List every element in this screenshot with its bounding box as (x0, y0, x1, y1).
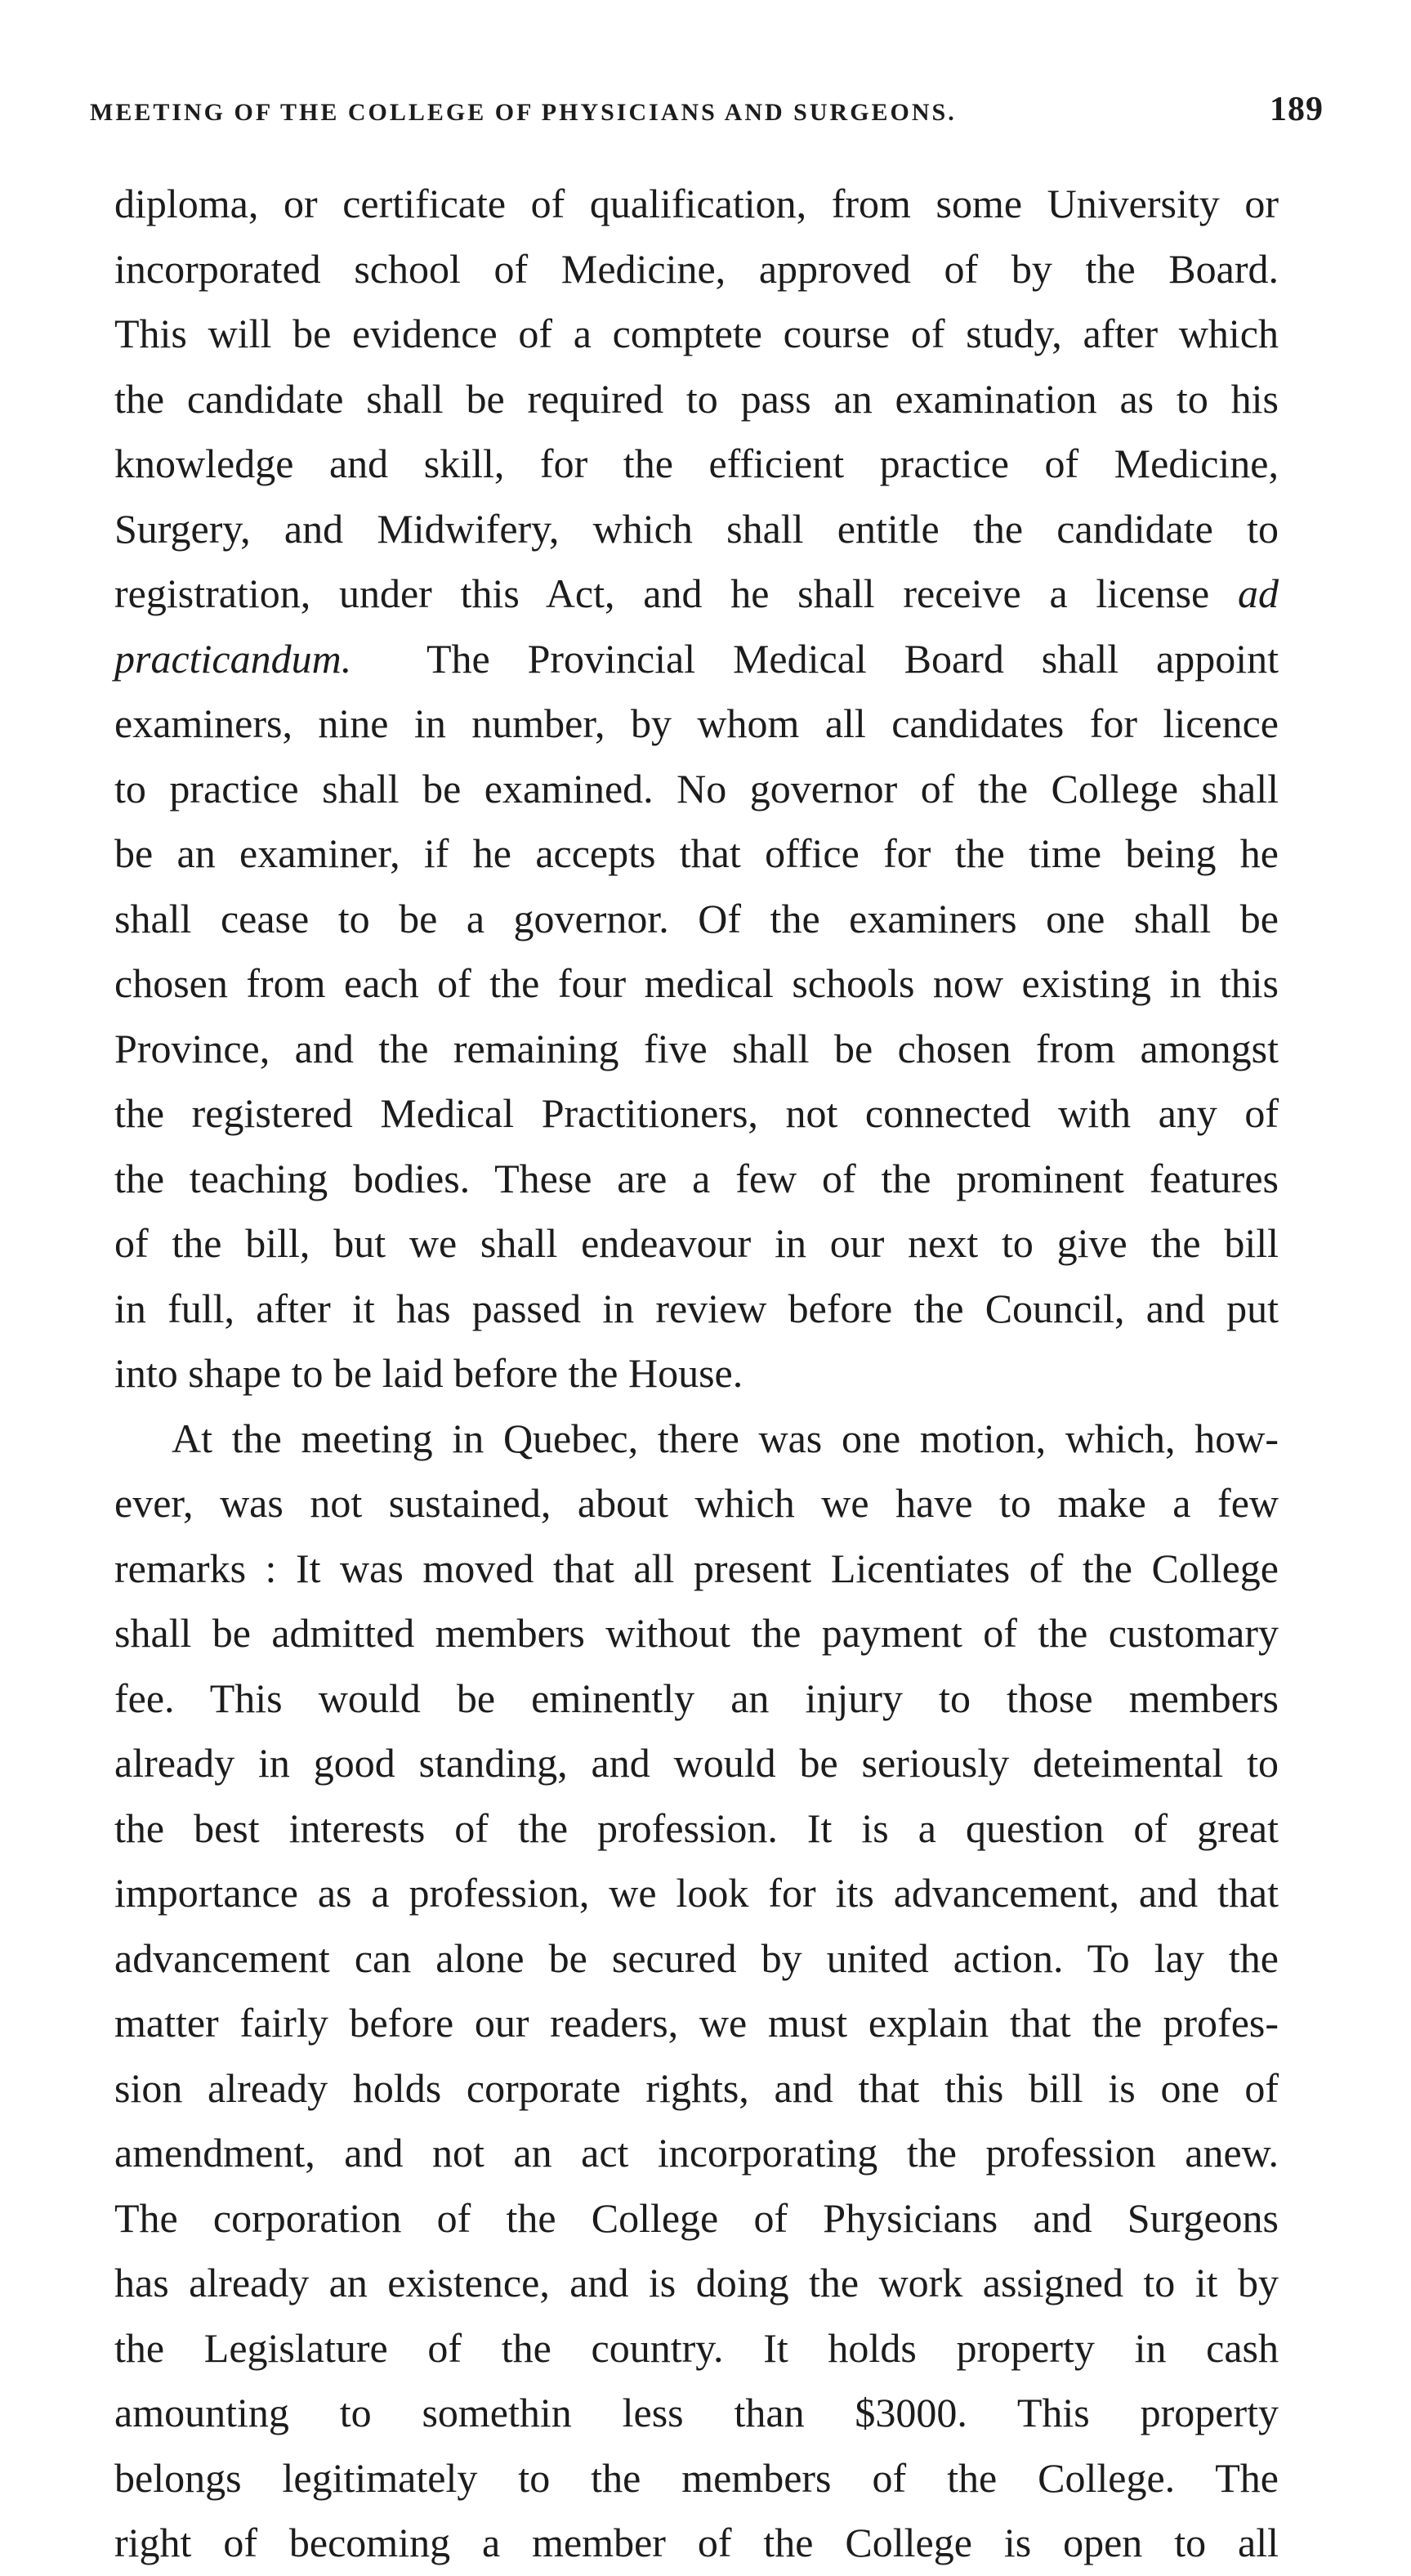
text-line: to practice shall be examined. No governor of the College shall (114, 765, 1279, 812)
body-text (114, 172, 1279, 2576)
text-line: ever, was not sustained, about which we have to make a few (114, 1480, 1279, 1526)
text-line: diploma, or certificate of qualification, from some University or (114, 181, 1279, 226)
text-line: importance as a profession, we look for its advancement, and that (114, 1870, 1279, 1916)
text-line: remarks : It was moved that all present Licentiates of the College (114, 1545, 1279, 1591)
text-line: fee. This would be eminently an injury to those members (114, 1675, 1279, 1721)
text-line: already in good standing, and would be seriously deteimental to (114, 1740, 1279, 1786)
running-header (90, 90, 1324, 129)
text-line: shall be admitted members without the payment of the customary (114, 1610, 1279, 1656)
text-line: Surgery, and Midwifery, which shall entitle the candidate to (114, 505, 1279, 552)
text-line: right of becoming a member of the College is open to all (114, 2520, 1279, 2565)
text-line (114, 561, 1279, 627)
text-line: The corporation of the College of Physicians and Surgeons (114, 2194, 1279, 2241)
text-line: shall cease to be a governor. Of the examiners one shall be (114, 895, 1279, 941)
text-line: Province, and the remaining five shall be chosen from amongst (114, 1025, 1279, 1071)
text-line: of the bill, but we shall endeavour in our next to give the bill (114, 1220, 1279, 1266)
text-line: chosen from each of the four medical schools now existing in this (114, 960, 1279, 1006)
text-line: sion already holds corporate rights, and that this bill is one of (114, 2064, 1279, 2111)
text-line: the Legislature of the country. It holds property in cash (114, 2324, 1279, 2371)
text-line: the best interests of the profession. It is a question of great (114, 1805, 1279, 1851)
text-line: belongs legitimately to the members of the College. The (114, 2454, 1279, 2501)
running-header-title: MEETING OF THE COLLEGE OF PHYSICIANS AND SURGEONS. (90, 99, 957, 126)
text-line: incorporated school of Medicine, approved of by the Board. (114, 245, 1279, 292)
text-line: matter fairly before our readers, we must explain that the profes- (114, 2000, 1279, 2046)
page-number: 189 (1270, 91, 1324, 128)
text-line: the registered Medical Practitioners, not connected with any of (114, 1090, 1279, 1136)
text-line-main: registration, under this Act, and he shall receive a license (114, 570, 1210, 616)
text-line: the candidate shall be required to pass an examination as to his (114, 375, 1279, 422)
text-line: has already an existence, and is doing the work assigned to it by (114, 2260, 1279, 2305)
italic-phrase: ad (1238, 570, 1279, 616)
italic-phrase: practicandum. (114, 635, 352, 682)
text-line: amounting to somethin less than $3000. This property (114, 2390, 1279, 2435)
text-line-main: The Provincial Medical Board shall appoint (426, 635, 1279, 682)
text-line: the teaching bodies. These are a few of the prominent features (114, 1155, 1279, 1201)
text-line (114, 627, 1279, 692)
text-line: knowledge and skill, for the efficient practice of Medicine, (114, 441, 1279, 486)
text-line: in full, after it has passed in review before the Council, and put (114, 1285, 1279, 1331)
text-line: advancement can alone be secured by united action. To lay the (114, 1934, 1279, 1981)
text-line: At the meeting in Quebec, there was one motion, which, how- (172, 1415, 1279, 1461)
text-line: amendment, and not an act incorporating the profession anew. (114, 2130, 1279, 2176)
text-line: This will be evidence of a comptete course of study, after which (114, 311, 1279, 356)
text-line: be an examiner, if he accepts that office for the time being he (114, 830, 1279, 876)
text-line: examiners, nine in number, by whom all candidates for licence (114, 700, 1279, 746)
text-line: into shape to be laid before the House. (114, 1350, 743, 1396)
